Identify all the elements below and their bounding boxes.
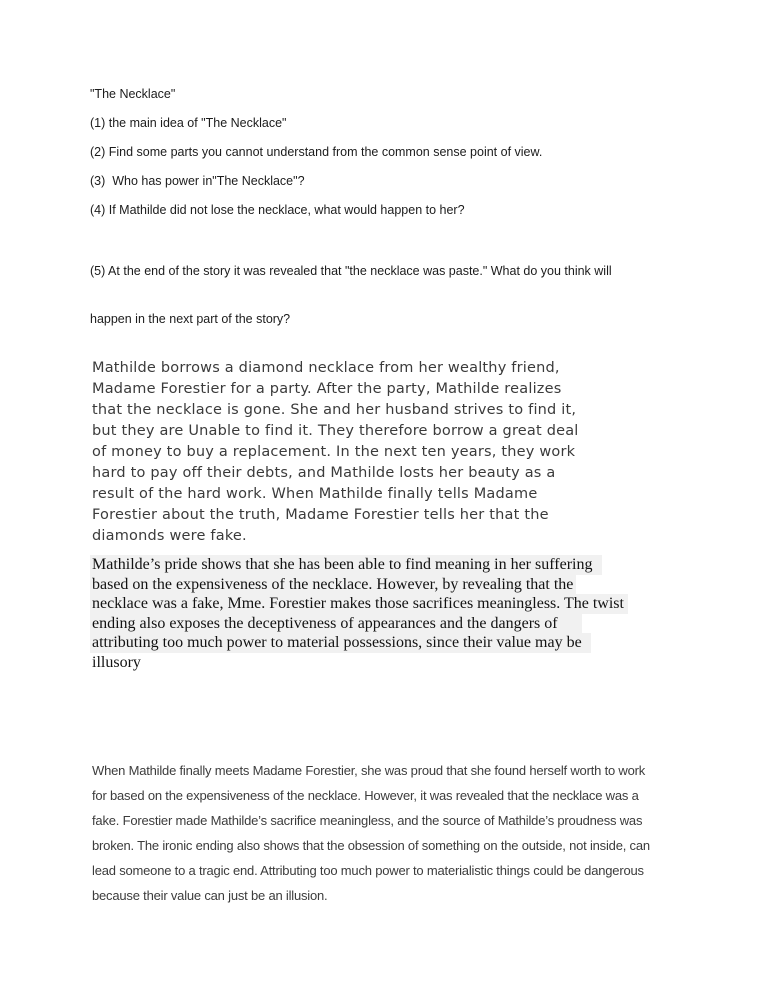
summary-line: Mathilde borrows a diamond necklace from her wealthy friend,: [92, 360, 560, 376]
final-answer-line: When Mathilde finally meets Madame Forestier, she was proud that she found herself worth to work: [92, 763, 646, 778]
question-2: (2) Find some parts you cannot understand from the common sense point of view.: [90, 145, 543, 159]
summary-line: Forestier about the truth, Madame Forestier tells her that the: [92, 507, 549, 523]
final-answer-line: because their value can just be an illusion.: [92, 888, 328, 903]
final-answer-line: fake. Forestier made Mathilde’s sacrifice meaningless, and the source of Mathilde’s proudness was: [92, 813, 643, 828]
final-answer-line: for based on the expensiveness of the necklace. However, it was revealed that the necklace was a: [92, 788, 639, 803]
summary-line: result of the hard work. When Mathilde finally tells Madame: [92, 486, 538, 502]
plot-summary-paragraph: [92, 358, 579, 547]
summary-line: hard to pay off their debts, and Mathilde losts her beauty as a: [92, 465, 556, 481]
question-3: (3) Who has power in"The Necklace"?: [90, 174, 305, 188]
highlighted-text: ending also exposes the deceptiveness of appearances and the dangers of: [90, 614, 582, 634]
analysis-highlighted-line: [90, 555, 628, 575]
document-title: "The Necklace": [90, 87, 176, 101]
final-answer-line: broken. The ironic ending also shows that the obsession of something on the outside, not inside, can: [92, 838, 650, 853]
summary-line: but they are Unable to find it. They therefore borrow a great deal: [92, 423, 579, 439]
summary-line: Madame Forestier for a party. After the party, Mathilde realizes: [92, 381, 562, 397]
question-5-line-1: (5) At the end of the story it was revealed that "the necklace was paste." What do you think will: [90, 264, 612, 278]
analysis-highlighted-line: [90, 575, 628, 595]
final-answer-paragraph: [92, 758, 650, 908]
analysis-plain-line: illusory: [92, 653, 141, 671]
questions-section: [90, 86, 730, 372]
analysis-highlighted-line: [90, 614, 628, 634]
highlighted-text: Mathilde’s pride shows that she has been able to find meaning in her suffering: [90, 555, 602, 575]
question-5: [90, 231, 730, 359]
analysis-highlighted-line: [90, 594, 628, 614]
final-answer-line: lead someone to a tragic end. Attributing too much power to materialistic things could be dangerous: [92, 863, 644, 878]
question-4: (4) If Mathilde did not lose the necklace, what would happen to her?: [90, 203, 465, 217]
summary-line: diamonds were fake.: [92, 528, 247, 544]
question-5-line-2: happen in the next part of the story?: [90, 312, 291, 326]
analysis-highlighted-line: [90, 633, 628, 653]
analysis-paragraph: [90, 555, 628, 673]
highlighted-text: necklace was a fake, Mme. Forestier makes those sacrifices meaningless. The twist: [90, 594, 628, 614]
highlighted-text: attributing too much power to material possessions, since their value may be: [90, 633, 591, 653]
summary-line: that the necklace is gone. She and her husband strives to find it,: [92, 402, 577, 418]
summary-line: of money to buy a replacement. In the next ten years, they work: [92, 444, 576, 460]
highlighted-text: based on the expensiveness of the necklace. However, by revealing that the: [90, 575, 576, 595]
question-1: (1) the main idea of "The Necklace": [90, 116, 287, 130]
